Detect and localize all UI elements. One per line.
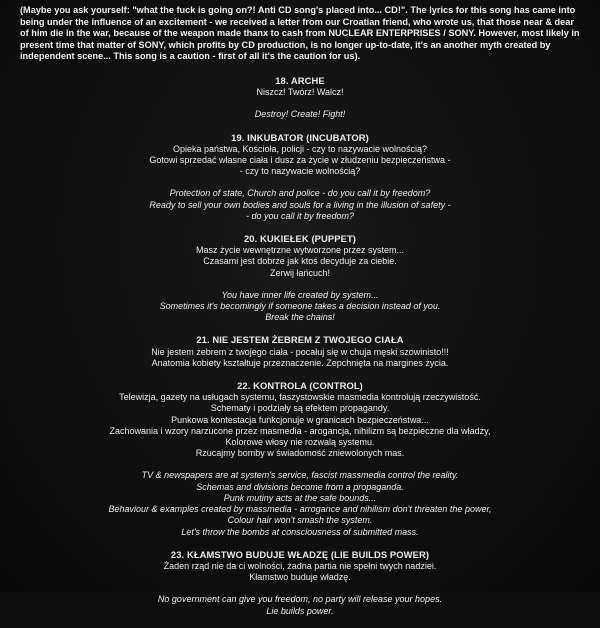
polish-lyrics — [0, 392, 600, 459]
english-lyrics — [0, 470, 600, 537]
lyric-line: No government can give you freedom, no party will release your hopes. — [157, 594, 443, 605]
song-list — [0, 75, 600, 628]
polish-lyrics — [0, 144, 600, 178]
lyric-line: You have inner life created by system... — [221, 289, 379, 300]
lyric-line: Opieka państwa, Kościoła, policji - czy to nazywacie wolnością? — [172, 143, 428, 154]
lyric-line: Zerwij łańcuch! — [269, 267, 331, 278]
english-lyrics — [0, 188, 600, 222]
song-23 — [0, 549, 600, 617]
polish-lyrics — [0, 87, 600, 98]
lyric-line: Niszcz! Twórz! Walcz! — [256, 87, 344, 98]
song-19 — [0, 132, 600, 222]
song-title: 18. ARCHE — [275, 75, 325, 86]
lyric-line: Czasami jest dobrze jak ktoś decyduje za ciebie. — [203, 256, 397, 267]
lyric-line: TV & newspapers are at system's service, fascist massmedia control the reality. — [141, 470, 459, 481]
lyric-line: Sometimes it's becomingly if someone takes a decision instead of you. — [159, 301, 441, 312]
english-lyrics — [0, 109, 600, 120]
song-title: 19. INKUBATOR (INCUBATOR) — [231, 131, 369, 143]
song-20 — [0, 233, 600, 323]
lyric-line: - czy to nazywacie wolnością? — [239, 166, 361, 177]
song-title: 22. KONTROLA (CONTROL) — [237, 380, 363, 392]
polish-lyrics — [0, 245, 600, 279]
lyric-line: Ready to sell your own bodies and souls for a living in the illusion of safety - — [149, 199, 451, 210]
song-title: 23. KŁAMSTWO BUDUJE WŁADZĘ (LIE BUILDS POWER) — [170, 548, 430, 560]
lyric-line: Nie jestem żebrem z twojego ciała - pocałuj się w chuja męski szowinisto!!! — [151, 346, 449, 357]
lyric-line: Schematy i podziały są efektem propagandy. — [210, 403, 390, 414]
lyric-line: Lie builds power. — [266, 605, 334, 616]
lyric-line: Behaviour & examples created by massmedia - arrogance and nihilism don't threaten the power, — [108, 504, 492, 515]
lyric-line: Rzucajmy bomby w świadomość zniewolonych mas. — [195, 448, 405, 459]
lyric-line: Telewizja, gazety na usługach systemu, faszystowskie masmedia kontrolują rzeczywistość. — [119, 392, 481, 403]
english-lyrics — [0, 290, 600, 324]
lyric-line: Destroy! Create! Fight! — [254, 109, 346, 120]
lyric-line: Żaden rząd nie da ci wolności, żadna partia nie spełni twych nadziei. — [163, 560, 437, 571]
polish-lyrics — [0, 561, 600, 583]
lyric-line: Break the chains! — [265, 312, 335, 323]
lyric-line: Kolorowe włosy nie rozwalą systemu. — [225, 437, 375, 448]
lyric-line: Masz życie wewnętrzne wytworzone przez system... — [195, 245, 405, 256]
lyric-line: Zachowania i wzory narzucone przez masmedia - arogancja, nihilizm są bezpieczne dla władzy, — [109, 425, 491, 436]
intro-paragraph: (Maybe you ask yourself: "what the fuck is going on?! Anti CD song's placed into... CD!". The lyrics for this song has came into being under the influence of an excitement - we received a letter from our Croatian friend, who wrote us, that those near & dear of him die in the war, because of the weapon made thanx to cash from NUCLEAR ENTERPRISES / SONY. However, most likely in present time that matter of SONY, which profits by CD production, is no longer up-to-date, it's an another myth created by independent scene... This song is a caution - first of all it's the caution for us). — [20, 5, 580, 62]
lyric-line: Schemas and divisions become from a propaganda. — [196, 481, 404, 492]
lyric-line: Punkowa kontestacja funkcjonuje w granicach bezpieczeństwa... — [171, 414, 429, 425]
lyric-line: Anatomia kobiety kształtuje przeznaczenie. Zepchnięta na margines życia. — [151, 357, 449, 368]
polish-lyrics — [0, 347, 600, 369]
lyric-line: - do you call it by freedom? — [245, 210, 355, 221]
english-lyrics — [0, 594, 600, 616]
lyric-line: Let's throw the bombs at consciousness of submitted mass. — [181, 526, 419, 537]
song-title: 21. NIE JESTEM ŻEBREM Z TWOJEGO CIAŁA — [196, 334, 404, 346]
lyric-line: Protection of state, Church and police - do you call it by freedom? — [169, 188, 431, 199]
lyric-line: Punk mutiny acts at the safe bounds... — [223, 492, 377, 503]
song-title: 20. KUKIEŁEK (PUPPET) — [243, 233, 356, 245]
lyric-line: Gotowi sprzedać własne ciała i dusz za życie w złudzeniu bezpieczeństwa - — [149, 155, 451, 166]
song-18 — [0, 75, 600, 121]
song-22 — [0, 380, 600, 538]
lyric-line: Colour hair won't smash the system. — [227, 515, 373, 526]
song-21 — [0, 334, 600, 369]
lyric-line: Kłamstwo buduje władzę. — [249, 572, 351, 583]
